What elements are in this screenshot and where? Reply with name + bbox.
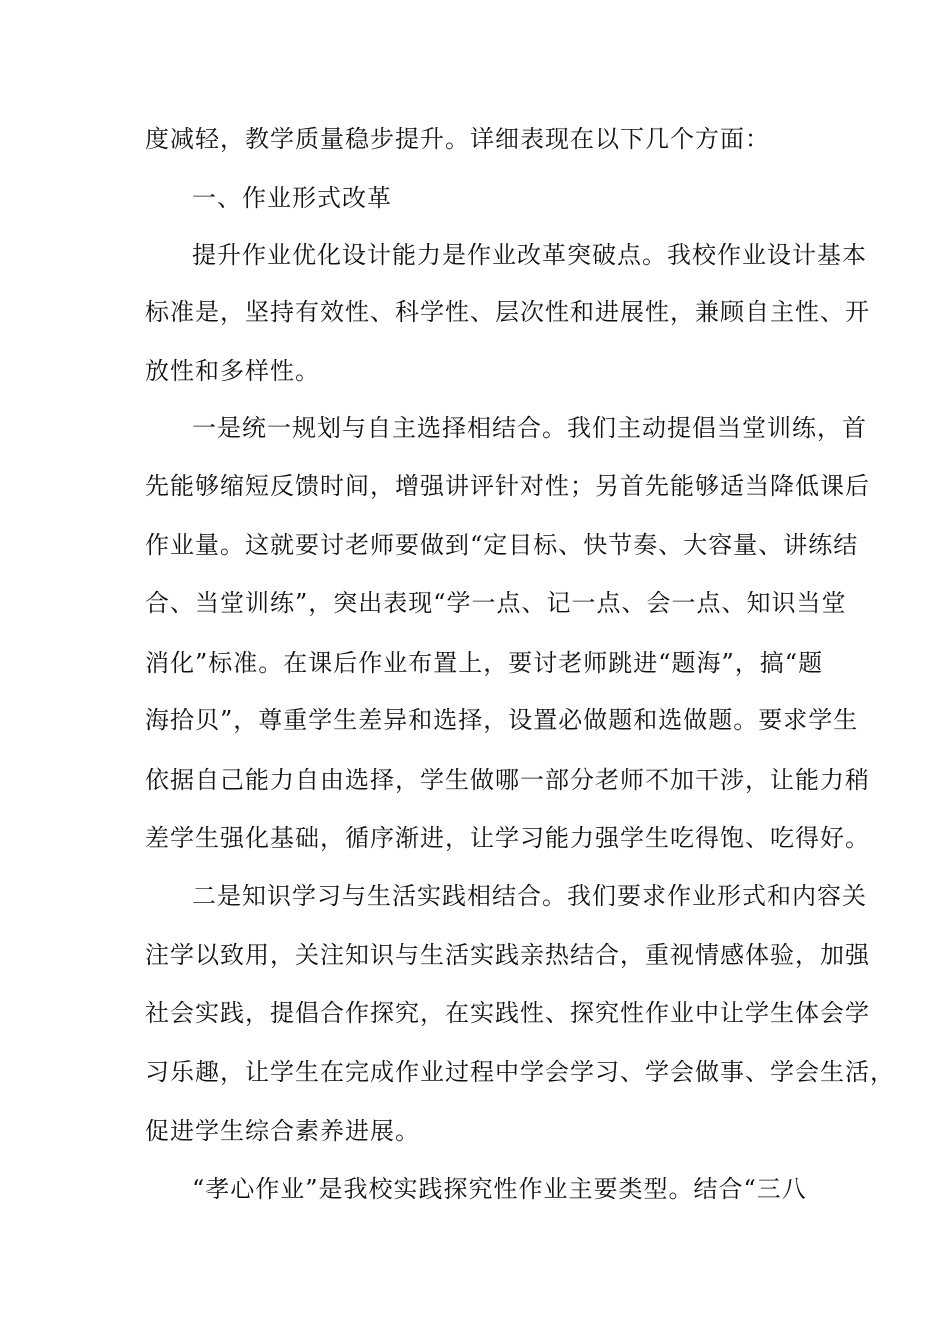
text-line: 合、当堂训练”，突出表现“学一点、记一点、会一点、知识当堂 <box>145 589 847 617</box>
text-line: 社会实践，提倡合作探究，在实践性、探究性作业中让学生体会学 <box>145 999 870 1027</box>
text-line: 消化”标准。在课后作业布置上，要讨老师跳进“题海”，搞“题 <box>145 649 824 677</box>
text-line: 度减轻，教学质量稳步提升。详细表现在以下几个方面： <box>145 125 770 153</box>
text-line: 先能够缩短反馈时间，增强讲评针对性；另首先能够适当降低课后 <box>145 472 870 500</box>
text-line: 促进学生综合素养进展。 <box>145 1117 420 1145</box>
text-line: 放性和多样性。 <box>145 357 320 385</box>
text-line: 习乐趣，让学生在完成作业过程中学会学习、学会做事、学会生活， <box>145 1058 895 1086</box>
text-line: 作业量。这就要讨老师要做到“定目标、快节奏、大容量、讲练结 <box>145 531 859 559</box>
text-line: 标准是，坚持有效性、科学性、层次性和进展性，兼顾自主性、开 <box>145 298 870 326</box>
text-line: 依据自己能力自由选择，学生做哪一部分老师不加干涉，让能力稍 <box>145 766 870 794</box>
text-line: 一是统一规划与自主选择相结合。我们主动提倡当堂训练，首 <box>192 414 867 442</box>
text-line: 注学以致用，关注知识与生活实践亲热结合，重视情感体验，加强 <box>145 941 870 969</box>
text-line: 海拾贝”，尊重学生差异和选择，设置必做题和选做题。要求学生 <box>145 706 859 734</box>
text-line: 差学生强化基础，循序渐进，让学习能力强学生吃得饱、吃得好。 <box>145 824 870 852</box>
section-heading: 一、作业形式改革 <box>192 184 392 212</box>
text-line: 提升作业优化设计能力是作业改革突破点。我校作业设计基本 <box>192 241 867 269</box>
text-line: “孝心作业”是我校实践探究性作业主要类型。结合“三八 <box>192 1175 807 1203</box>
text-line: 二是知识学习与生活实践相结合。我们要求作业形式和内容关 <box>192 882 867 910</box>
